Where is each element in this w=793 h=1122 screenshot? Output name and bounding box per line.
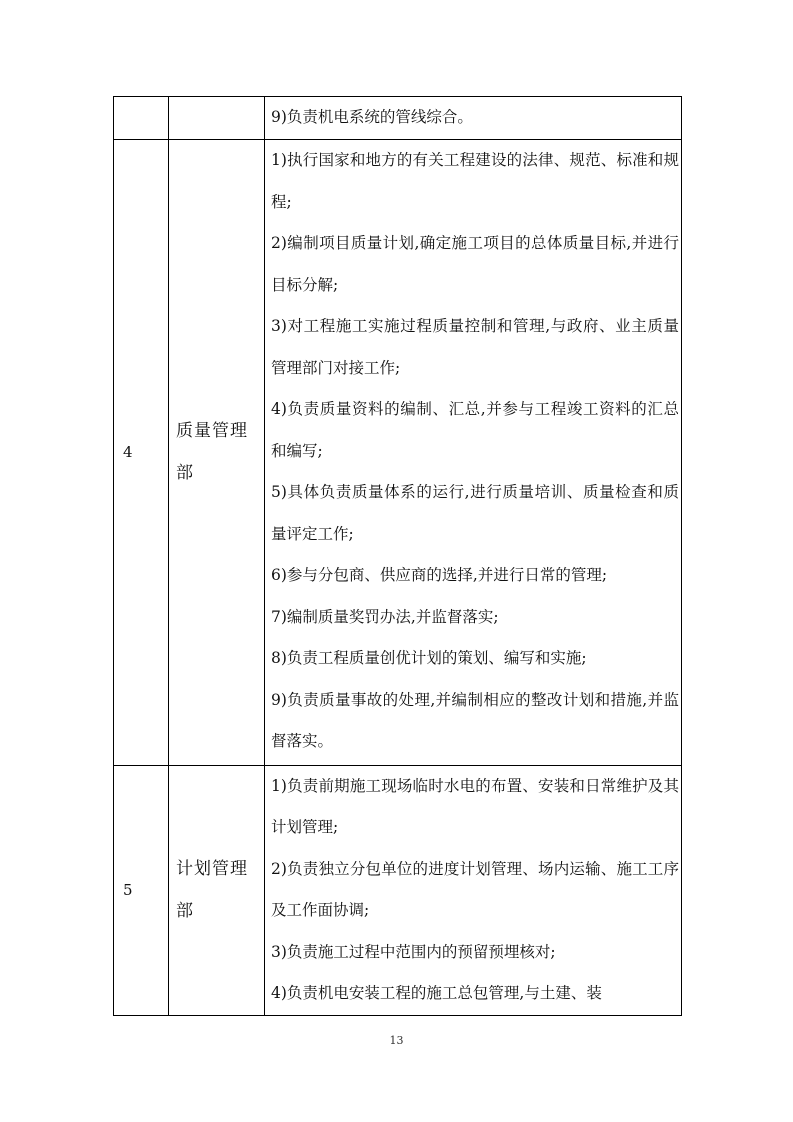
duties-cell (265, 765, 682, 1015)
table-row (114, 765, 682, 1015)
page-number: 13 (389, 1034, 404, 1047)
department-cell: 质量管理部 (169, 140, 265, 766)
department-cell (169, 97, 265, 140)
duty-item: 1)执行国家和地方的有关工程建设的法律、规范、标准和规程; (271, 151, 679, 211)
row-number-cell: 5 (114, 765, 169, 1015)
table-row (114, 97, 682, 140)
duty-item: 9)负责机电系统的管线综合。 (271, 108, 473, 127)
department-cell: 计划管理部 (169, 765, 265, 1015)
duty-item: 4)负责质量资料的编制、汇总,并参与工程竣工资料的汇总和编写; (271, 400, 679, 460)
duties-cell (265, 97, 682, 140)
table-row (114, 140, 682, 766)
duty-item: 7)编制质量奖罚办法,并监督落实; (271, 607, 499, 626)
duty-item: 9)负责质量事故的处理,并编制相应的整改计划和措施,并监督落实。 (271, 690, 679, 750)
duty-item: 2)负责独立分包单位的进度计划管理、场内运输、施工工序及工作面协调; (271, 859, 679, 919)
duty-item: 4)负责机电安装工程的施工总包管理,与土建、装 (271, 984, 602, 1002)
row-number-cell (114, 97, 169, 140)
row-number-cell: 4 (114, 140, 169, 766)
duty-item: 5)具体负责质量体系的运行,进行质量培训、质量检查和质量评定工作; (271, 483, 679, 543)
duty-item: 8)负责工程质量创优计划的策划、编写和实施; (271, 649, 587, 667)
duties-cell (265, 140, 682, 766)
duty-item: 2)编制项目质量计划,确定施工项目的总体质量目标,并进行目标分解; (271, 234, 679, 294)
duty-item: 3)负责施工过程中范围内的预留预埋核对; (271, 942, 556, 961)
duty-item: 1)负责前期施工现场临时水电的布置、安装和日常维护及其计划管理; (271, 776, 679, 836)
responsibility-table (113, 96, 682, 1016)
duty-item: 6)参与分包商、供应商的选择,并进行日常的管理; (271, 566, 608, 584)
duty-item: 3)对工程施工实施过程质量控制和管理,与政府、业主质量管理部门对接工作; (271, 317, 679, 377)
